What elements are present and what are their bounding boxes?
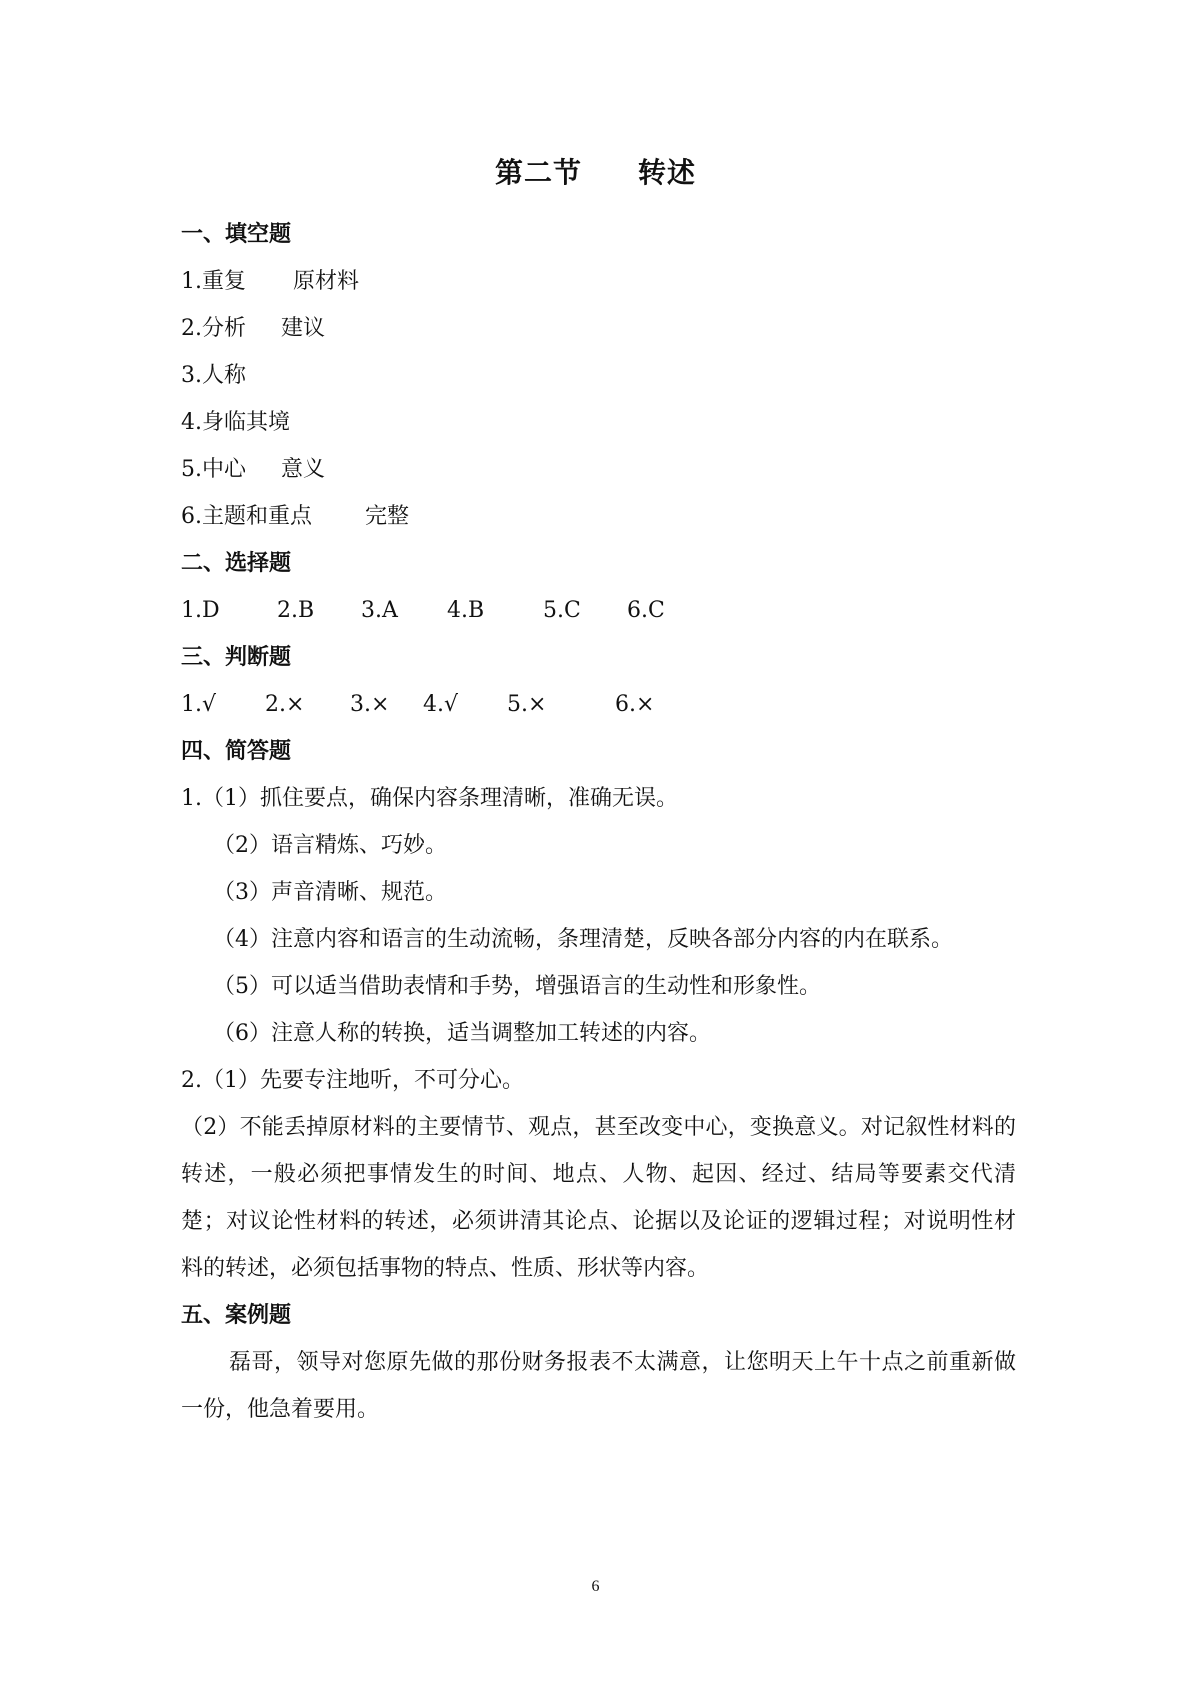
- fill-answer: 完整: [365, 504, 410, 529]
- short-answer-line: （5）可以适当借助表情和手势，增强语言的生动性和形象性。: [213, 974, 821, 999]
- answer-content: [181, 211, 1016, 1433]
- page-number: 6: [591, 1578, 600, 1595]
- title-part-2: 转述: [638, 156, 697, 189]
- section-heading-case: 五、案例题: [181, 1303, 292, 1328]
- choice-answer: 1.D: [181, 598, 220, 623]
- choice-answers: [181, 587, 1016, 634]
- title-part-1: 第二节: [494, 156, 582, 189]
- fill-answer: 2.分析: [181, 316, 246, 341]
- short-answer-line: 2.（1）先要专注地听，不可分心。: [181, 1068, 524, 1093]
- fill-answer: 意义: [281, 457, 326, 482]
- fill-item: [181, 493, 1016, 540]
- fill-answer: 建议: [281, 316, 326, 341]
- fill-answer: 5.中心: [181, 457, 246, 482]
- choice-answer: 5.C: [543, 598, 581, 623]
- fill-item: [181, 258, 1016, 305]
- judge-answer: 1.√: [181, 692, 217, 717]
- judge-answer: 4.√: [423, 692, 459, 717]
- fill-answer: 1.重复: [181, 269, 246, 294]
- fill-item: [181, 305, 1016, 352]
- fill-answer: 4.身临其境: [181, 410, 290, 435]
- page-title: [0, 153, 1191, 193]
- short-answer-line: 1.（1）抓住要点，确保内容条理清晰，准确无误。: [181, 786, 678, 811]
- short-answer-line: （4）注意内容和语言的生动流畅，条理清楚，反映各部分内容的内在联系。: [213, 927, 953, 952]
- fill-item: [181, 446, 1016, 493]
- short-answer-paragraph: （2）不能丢掉原材料的主要情节、观点，甚至改变中心，变换意义。对记叙性材料的转述，一般必须把事情发生的时间、地点、人物、起因、经过、结局等要素交代清楚；对议论性材料的转述，必须讲清其论点、论据以及论证的逻辑过程；对说明性材料的转述，必须包括事物的特点、性质、形状等内容。: [181, 1115, 1016, 1281]
- judge-answers: [181, 681, 1016, 728]
- short-answer-line: （2）语言精炼、巧妙。: [213, 833, 447, 858]
- fill-answer: 6.主题和重点: [181, 504, 312, 529]
- short-answer-line: （3）声音清晰、规范。: [213, 880, 447, 905]
- judge-answer: 6.×: [615, 692, 655, 717]
- section-heading-judge: 三、判断题: [181, 645, 292, 670]
- judge-answer: 5.×: [507, 692, 547, 717]
- short-answer-line: （6）注意人称的转换，适当调整加工转述的内容。: [213, 1021, 711, 1046]
- fill-answer: 原材料: [293, 269, 360, 294]
- choice-answer: 3.A: [361, 598, 398, 623]
- section-heading-short: 四、简答题: [181, 739, 292, 764]
- choice-answer: 6.C: [627, 598, 665, 623]
- judge-answer: 3.×: [350, 692, 390, 717]
- choice-answer: 2.B: [277, 598, 315, 623]
- section-heading-choice: 二、选择题: [181, 551, 292, 576]
- case-answer-paragraph: 磊哥，领导对您原先做的那份财务报表不太满意，让您明天上午十点之前重新做一份，他急着要用。: [181, 1350, 1016, 1422]
- judge-answer: 2.×: [265, 692, 305, 717]
- fill-item: [181, 352, 1016, 399]
- fill-item: [181, 399, 1016, 446]
- fill-answer: 3.人称: [181, 363, 246, 388]
- section-heading-fill: 一、填空题: [181, 222, 292, 247]
- choice-answer: 4.B: [447, 598, 485, 623]
